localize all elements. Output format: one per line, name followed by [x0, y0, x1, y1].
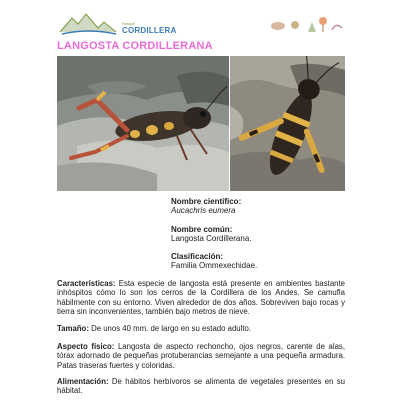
logo-main-text: CORDILLERA	[122, 26, 177, 35]
classification-label: Clasificación:	[171, 252, 224, 261]
scientific-name-value: Aucachris eumera	[171, 206, 236, 215]
size-paragraph	[57, 324, 345, 333]
feeding-text: De hábitos herbívoros se alimenta de vegetales presentes en su hábitat.	[57, 377, 345, 396]
appearance-paragraph	[57, 342, 345, 370]
classification-block	[171, 252, 257, 270]
header-decoration-icon	[268, 14, 348, 34]
page-title: LANGOSTA CORDILLERANA	[57, 40, 213, 52]
scientific-name-label: Nombre científico:	[171, 197, 242, 206]
characteristics-paragraph	[57, 279, 345, 317]
page-header	[0, 0, 400, 40]
characteristics-label: Características:	[57, 279, 116, 288]
parque-cordillera-logo	[58, 10, 178, 36]
size-text: De unos 40 mm. de largo en su estado adulto.	[88, 324, 252, 333]
mountain-logo-icon	[58, 10, 120, 36]
photo-lateral-view	[57, 56, 229, 191]
grasshopper-photo-lateral	[57, 56, 229, 191]
classification-value: Familia Ommexechidae.	[171, 261, 258, 270]
appearance-text: Langosta de aspecto rechoncho, ojos negros, carente de alas, tórax adornado de pequeñas protuberancias semejante a una pequeña armadura. Patas traseras fuertes y coloridas.	[57, 342, 346, 370]
scientific-name-block	[171, 197, 241, 215]
photo-dorsal-view	[230, 56, 345, 191]
grasshopper-photo-dorsal	[230, 56, 345, 191]
common-name-block	[171, 225, 252, 243]
common-name-value: Langosta Cordillerana.	[171, 234, 252, 243]
size-label: Tamaño:	[57, 324, 89, 333]
feeding-paragraph	[57, 377, 345, 396]
logo-small-text: Parque	[122, 21, 135, 26]
common-name-label: Nombre común:	[171, 225, 233, 234]
appearance-label: Aspecto físico:	[57, 342, 115, 351]
feeding-label: Alimentación:	[57, 377, 109, 386]
characteristics-text: Esta especie de langosta está presente en ambientes bastante inhóspitos cómo lo son los cerros de la Cordillera de los Andes. Se camufla hábilmente con su entorno. Viven alrededor de dos años. Sobreviven bajo rocas y tierra sin inconvenientes, también bajo metros de nieve.	[57, 279, 345, 317]
